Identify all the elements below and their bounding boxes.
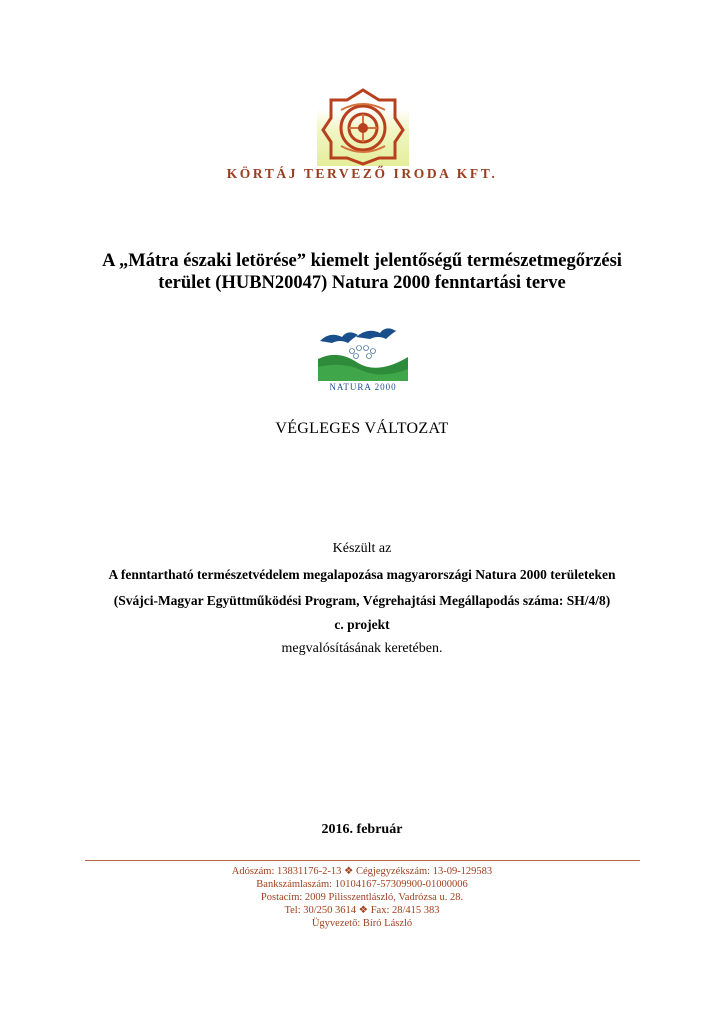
document-date: 2016. február [321,822,403,837]
footer-phone-fax: Tel: 30/250 3614 ❖ Fax: 28/415 383 [284,905,440,916]
natura-birds-icon [318,319,408,394]
title-line-2: terület (HUBN20047) Natura 2000 fenntartási terve [158,273,566,293]
footer-bank-account: Bankszámlaszám: 10104167-57309900-01000006 [256,879,468,890]
footer-manager: Ügyvezető: Bíró László [311,918,413,929]
project-title-line-1: A fenntartható természetvédelem megalapozása magyarországi Natura 2000 területeken [108,567,616,582]
footer-postal-address: Postacím: 2009 Pilisszentlászló, Vadrózsa u. 28. [260,892,464,903]
company-logo [317,84,409,166]
project-title-line-3: c. projekt [334,617,390,632]
footer-contact-block [0,865,724,930]
natura-logo-text: NATURA 2000 [329,382,397,392]
project-title-line-2: (Svájci-Magyar Együttműködési Program, Végrehajtási Megállapodás száma: SH/4/8) [113,593,611,608]
footer-divider [85,860,640,861]
company-emblem-icon [317,84,409,166]
prepared-outro: megvalósításának keretében. [281,641,443,656]
version-label: VÉGLEGES VÁLTOZAT [275,420,449,437]
footer-tax-registration: Adószám: 13831176-2-13 ❖ Cégjegyzékszám: 13-09-129583 [231,866,493,877]
company-name: KÖRTÁJ TERVEZŐ IRODA KFT. [226,166,498,181]
title-line-1: A „Mátra északi letörése” kiemelt jelentőségű természetmegőrzési [102,251,622,271]
natura-2000-logo [318,319,408,394]
prepared-intro: Készült az [332,541,392,556]
document-title [60,250,664,294]
